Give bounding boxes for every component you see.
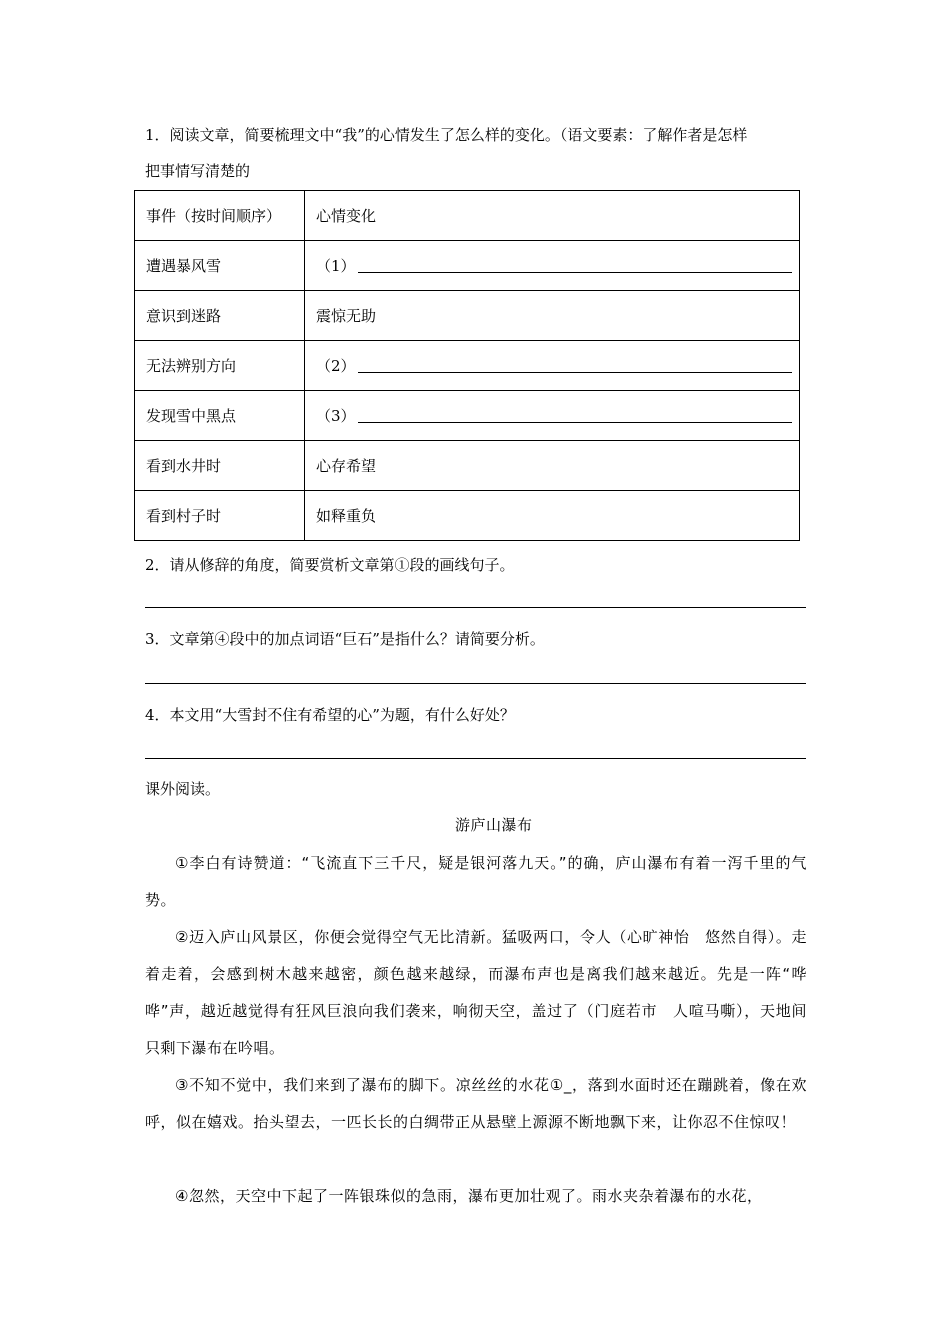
article-title: 游庐山瀑布 (455, 816, 533, 834)
table-cell-event: 无法辨别方向 (135, 341, 305, 391)
blank-label: （3） (316, 407, 356, 425)
question-3-text: 3．文章第④段中的加点词语“巨石”是指什么？请简要分析。 (145, 630, 545, 648)
table-cell-event: 发现雪中黑点 (135, 391, 305, 441)
table-cell-mood: 心存希望 (305, 441, 800, 491)
question-1-text-cont: 把事情写清楚的 (145, 162, 251, 180)
answer-line-q4[interactable] (145, 758, 806, 759)
section-label: 课外阅读。 (145, 780, 221, 798)
answer-blank-line[interactable] (358, 408, 792, 423)
blank-label: （2） (316, 357, 356, 375)
table-cell-mood: 震惊无助 (305, 291, 800, 341)
table-row (135, 241, 800, 291)
question-1-text: 1．阅读文章，简要梳理文中“我”的心情发生了怎么样的变化。（语文要素：了解作者是怎样 (145, 126, 748, 144)
question-2-text: 2．请从修辞的角度，简要赏析文章第①段的画线句子。 (145, 556, 515, 574)
article-paragraph-4: ④忽然，天空中下起了一阵银珠似的急雨，瀑布更加壮观了。雨水夹杂着瀑布的水花， (175, 1187, 763, 1205)
article-paragraph-3: ③不知不觉中，我们来到了瀑布的脚下。凉丝丝的水花①_，落到水面时还在蹦跳着，像在欢呼，似在嬉戏。抬头望去，一匹长长的白绸带正从悬壁上源源不断地飘下来，让你忍不住惊叹！ (145, 1076, 807, 1131)
table-cell-blank[interactable] (305, 341, 800, 391)
table-cell-blank[interactable] (305, 391, 800, 441)
answer-blank-line[interactable] (358, 358, 792, 373)
table-cell-event: 意识到迷路 (135, 291, 305, 341)
table-row (135, 291, 800, 341)
table-cell-event: 看到村子时 (135, 491, 305, 541)
question-4-text: 4．本文用“大雪封不住有希望的心”为题，有什么好处？ (145, 706, 515, 724)
answer-line-q2[interactable] (145, 607, 806, 608)
table-row (135, 491, 800, 541)
table-row (135, 341, 800, 391)
table-header-event: 事件（按时间顺序） (135, 191, 305, 241)
answer-blank-line[interactable] (358, 258, 792, 273)
table-cell-event: 看到水井时 (135, 441, 305, 491)
table-header-mood: 心情变化 (305, 191, 800, 241)
mood-change-table (134, 190, 800, 541)
table-cell-mood: 如释重负 (305, 491, 800, 541)
table-cell-event: 遭遇暴风雪 (135, 241, 305, 291)
article-paragraph-1: ①李白有诗赞道：“飞流直下三千尺，疑是银河落九天。”的确，庐山瀑布有着一泻千里的气势。 (145, 854, 807, 909)
answer-line-q3[interactable] (145, 683, 806, 684)
table-header-row (135, 191, 800, 241)
article-paragraph-2: ②迈入庐山风景区，你便会觉得空气无比清新。猛吸两口，令人（心旷神怡 悠然自得）。走着走着，会感到树木越来越密，颜色越来越绿，而瀑布声也是离我们越来越近。先是一阵“哗哗”声，越近越觉得有狂风巨浪向我们袭来，响彻天空，盖过了（门庭若市 人喧马嘶），天地间只剩下瀑布在吟唱。 (145, 928, 807, 1057)
table-row (135, 391, 800, 441)
blank-label: （1） (316, 257, 356, 275)
table-cell-blank[interactable] (305, 241, 800, 291)
table-row (135, 441, 800, 491)
